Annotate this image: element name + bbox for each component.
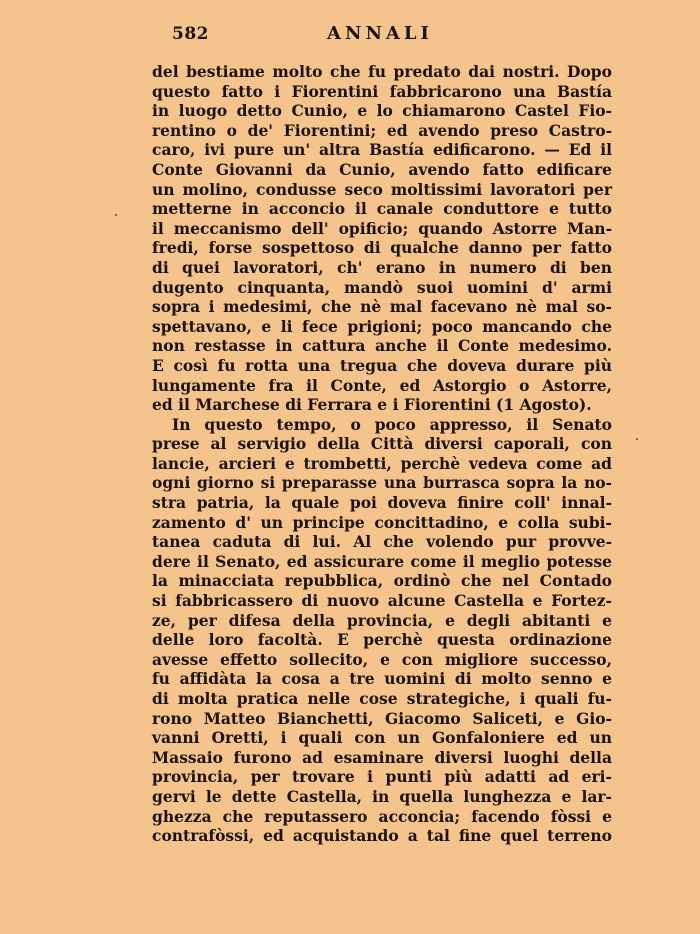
running-head: ANNALI — [327, 23, 433, 44]
text-line: non restasse in cattura anche il Conte medesimo. — [152, 336, 612, 356]
text-line: rentino o de' Fiorentini; ed avendo preso Castro- — [152, 120, 612, 140]
text-line: del bestiame molto che fu predato dai nostri. Dopo — [152, 62, 612, 81]
text-line: avesse effetto sollecito, e con migliore successo, — [152, 649, 612, 669]
text-line: spettavano, e li fece prigioni; poco mancando che — [152, 316, 612, 336]
text-line: dere il Senato, ed assicurare come il meglio potesse — [152, 551, 612, 571]
text-line: dugento cinquanta, mandò suoi uomini d' armi — [152, 277, 612, 297]
text-line: ogni giorno si preparasse una burrasca sopra la no- — [152, 473, 612, 493]
text-line: contrafòssi, ed acquistando a tal fine quel terreno — [152, 826, 612, 846]
text-line: rono Matteo Bianchetti, Giacomo Saliceti, e Gio- — [152, 708, 612, 728]
page-header — [150, 20, 610, 50]
text-line: si fabbricassero di nuovo alcune Castella e Fortez- — [152, 591, 612, 611]
text-line: ghezza che reputassero acconcia; facendo fòssi e — [152, 806, 612, 826]
text-line: delle loro facoltà. E perchè questa ordinazione — [152, 630, 612, 650]
text-line: E così fu rotta una tregua che doveva durare più — [152, 355, 612, 375]
text-line: in luogo detto Cunio, e lo chiamarono Castel Fio- — [152, 101, 612, 121]
text-line: questo fatto i Fiorentini fabbricarono una Bastía — [152, 81, 612, 101]
text-line: stra patria, la quale poi doveva finire coll' innal- — [152, 493, 612, 513]
page-number: 582 — [172, 24, 209, 44]
body-text — [152, 62, 612, 846]
text-line: provincia, per trovare i punti più adatti ad eri- — [152, 767, 612, 787]
text-line: sopra i medesimi, che nè mal facevano nè mal so- — [152, 297, 612, 317]
text-line: di quei lavoratori, ch' erano in numero di ben — [152, 257, 612, 277]
paper-speck — [115, 214, 117, 216]
text-line: metterne in acconcio il canale conduttore e tutto — [152, 199, 612, 219]
text-line: il meccanismo dell' opificio; quando Astorre Man- — [152, 218, 612, 238]
text-line: di molta pratica nelle cose strategiche, i quali fu- — [152, 689, 612, 708]
text-line: vanni Oretti, i quali con un Gonfaloniere ed un — [152, 728, 612, 748]
text-line: lancie, arcieri e trombetti, perchè vedeva come ad — [152, 453, 612, 473]
text-line: tanea caduta di lui. Al che volendo pur provve- — [152, 532, 612, 552]
text-line: Conte Giovanni da Cunio, avendo fatto edificare — [152, 159, 612, 179]
text-line: caro, ivi pure un' altra Bastía edificarono. — Ed il — [152, 140, 612, 160]
text-line: un molino, condusse seco moltissimi lavoratori per — [152, 179, 612, 199]
text-line: fu affidàta la cosa a tre uomini di molto senno e — [152, 669, 612, 689]
text-line: lungamente fra il Conte, ed Astorgio o Astorre, — [152, 375, 612, 395]
text-line: gervi le dette Castella, in quella lunghezza e lar- — [152, 786, 612, 806]
text-line: ze, per difesa della provincia, e degli abitanti e — [152, 610, 612, 630]
paper-speck — [636, 438, 638, 440]
paragraph-end-line: ed il Marchese di Ferrara e i Fiorentini (1 Agosto). — [152, 395, 592, 415]
text-line: la minacciata repubblica, ordinò che nel Contado — [152, 571, 612, 591]
text-line: zamento d' un principe concittadino, e colla subi- — [152, 512, 612, 532]
text-line: fredi, forse sospettoso di qualche danno per fatto — [152, 238, 612, 258]
text-line: prese al servigio della Città diversi caporali, con — [152, 434, 612, 454]
text-line: Massaio furono ad esaminare diversi luoghi della — [152, 747, 612, 767]
paragraph-start-line: In questo tempo, o poco appresso, il Senato — [172, 414, 612, 434]
